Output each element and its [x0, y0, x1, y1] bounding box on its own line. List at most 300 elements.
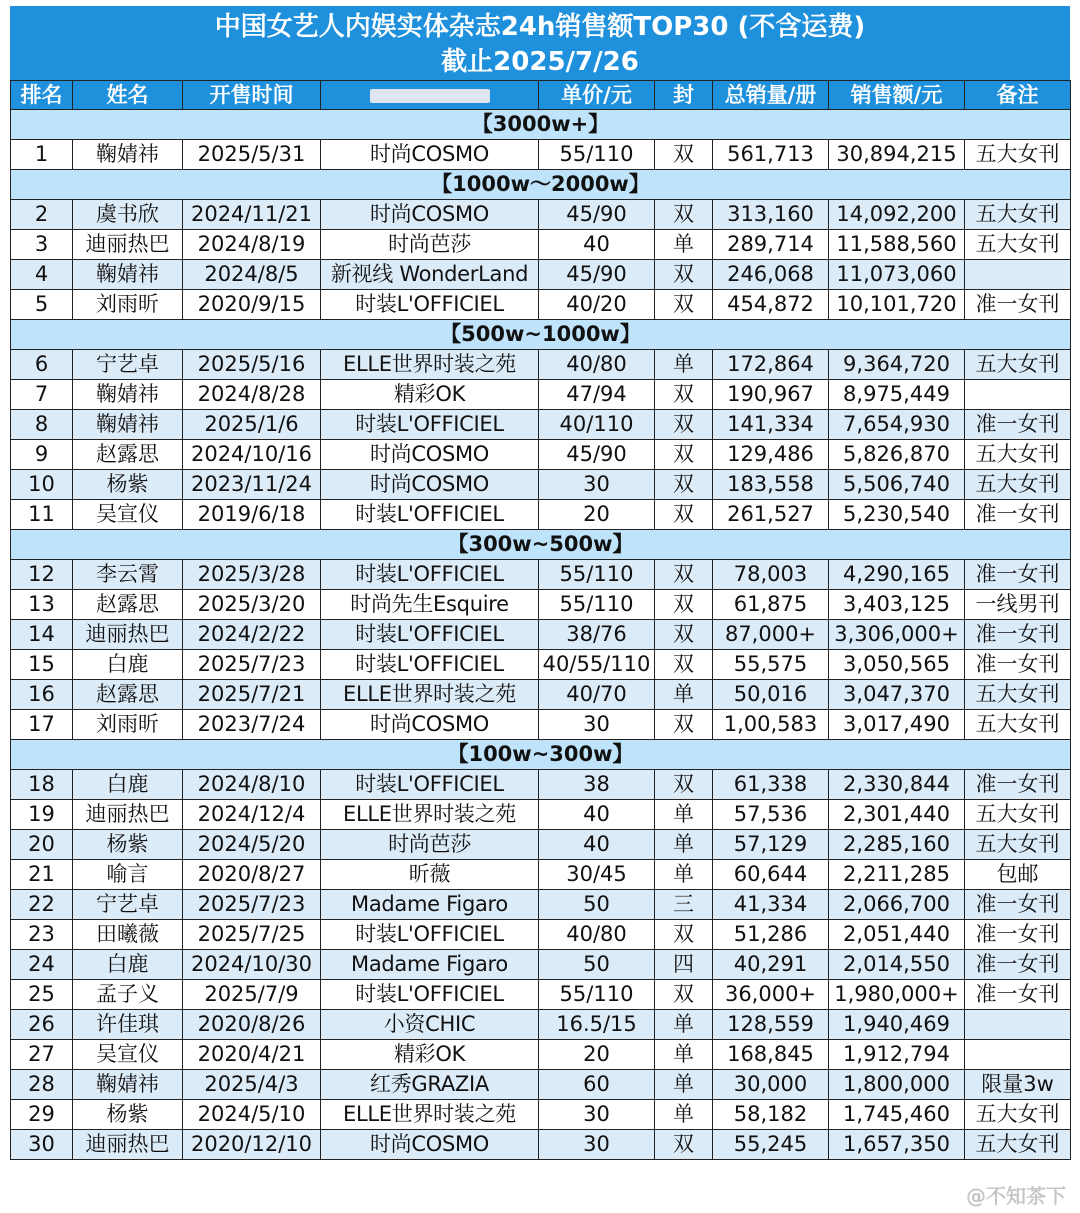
cell-remark: [965, 380, 1071, 410]
tier-row: [11, 320, 1071, 350]
cell-cover: 双: [655, 380, 713, 410]
cell-remark: 五大女刊: [965, 710, 1071, 740]
header-revenue: 销售额/元: [829, 81, 965, 110]
cell-remark: 准一女刊: [965, 920, 1071, 950]
page-title: 中国女艺人内娱实体杂志24h销售额TOP30 (不含运费): [214, 12, 866, 42]
cell-total-sales: 36,000+: [713, 980, 829, 1010]
table-row: [11, 650, 1071, 680]
cell-magazine: ELLE世界时装之苑: [321, 1100, 539, 1130]
cell-magazine: 小资CHIC: [321, 1010, 539, 1040]
cell-release-date: 2024/5/20: [183, 830, 321, 860]
cell-total-sales: 1,00,583: [713, 710, 829, 740]
cell-remark: 限量3w: [965, 1070, 1071, 1100]
cell-rank: 14: [11, 620, 73, 650]
cell-total-sales: 246,068: [713, 260, 829, 290]
cell-magazine: 时装L'OFFICIEL: [321, 410, 539, 440]
cell-revenue: 3,403,125: [829, 590, 965, 620]
cell-revenue: 2,285,160: [829, 830, 965, 860]
cell-unit-price: 47/94: [539, 380, 655, 410]
cell-cover: 双: [655, 260, 713, 290]
cell-magazine: 时装L'OFFICIEL: [321, 650, 539, 680]
cell-release-date: 2025/5/16: [183, 350, 321, 380]
cell-remark: 准一女刊: [965, 980, 1071, 1010]
cell-remark: 准一女刊: [965, 890, 1071, 920]
cell-unit-price: 40: [539, 230, 655, 260]
cell-rank: 25: [11, 980, 73, 1010]
cell-name: 鞠婧祎: [73, 380, 183, 410]
cell-revenue: 11,073,060: [829, 260, 965, 290]
cell-magazine: 时尚COSMO: [321, 470, 539, 500]
table-row: [11, 470, 1071, 500]
cell-revenue: 1,657,350: [829, 1130, 965, 1160]
cell-rank: 29: [11, 1100, 73, 1130]
cell-rank: 23: [11, 920, 73, 950]
cell-name: 迪丽热巴: [73, 230, 183, 260]
table-row: [11, 140, 1071, 170]
table-row: [11, 680, 1071, 710]
cell-rank: 5: [11, 290, 73, 320]
cell-rank: 18: [11, 770, 73, 800]
cell-cover: 单: [655, 350, 713, 380]
header-name: 姓名: [73, 81, 183, 110]
cell-total-sales: 50,016: [713, 680, 829, 710]
table-row: [11, 410, 1071, 440]
cell-total-sales: 87,000+: [713, 620, 829, 650]
cell-release-date: 2023/7/24: [183, 710, 321, 740]
cell-unit-price: 55/110: [539, 590, 655, 620]
cell-revenue: 2,014,550: [829, 950, 965, 980]
cell-release-date: 2024/10/16: [183, 440, 321, 470]
cell-rank: 1: [11, 140, 73, 170]
table-row: [11, 620, 1071, 650]
cell-magazine: 时装L'OFFICIEL: [321, 290, 539, 320]
cell-cover: 双: [655, 620, 713, 650]
cell-unit-price: 60: [539, 1070, 655, 1100]
cell-unit-price: 20: [539, 500, 655, 530]
cell-total-sales: 55,575: [713, 650, 829, 680]
cell-cover: 双: [655, 290, 713, 320]
cell-name: 吴宣仪: [73, 500, 183, 530]
cell-name: 赵露思: [73, 680, 183, 710]
cell-unit-price: 40: [539, 830, 655, 860]
cell-rank: 6: [11, 350, 73, 380]
table-row: [11, 1040, 1071, 1070]
cell-unit-price: 30: [539, 470, 655, 500]
table-row: [11, 800, 1071, 830]
tier-label: 【100w~300w】: [11, 740, 1071, 770]
table-row: [11, 500, 1071, 530]
cell-revenue: 7,654,930: [829, 410, 965, 440]
cell-rank: 24: [11, 950, 73, 980]
cell-remark: 准一女刊: [965, 950, 1071, 980]
cell-rank: 10: [11, 470, 73, 500]
cell-release-date: 2019/6/18: [183, 500, 321, 530]
table-row: [11, 260, 1071, 290]
cell-revenue: 3,306,000+: [829, 620, 965, 650]
cell-revenue: 4,290,165: [829, 560, 965, 590]
cell-magazine: Madame Figaro: [321, 950, 539, 980]
cell-magazine: 时尚先生Esquire: [321, 590, 539, 620]
cell-cover: 双: [655, 590, 713, 620]
cell-rank: 26: [11, 1010, 73, 1040]
cell-unit-price: 30: [539, 1130, 655, 1160]
cell-name: 鞠婧祎: [73, 140, 183, 170]
cell-magazine: 时装L'OFFICIEL: [321, 560, 539, 590]
cell-cover: 双: [655, 410, 713, 440]
cell-revenue: 3,017,490: [829, 710, 965, 740]
table-row: [11, 1010, 1071, 1040]
cell-release-date: 2024/8/10: [183, 770, 321, 800]
table-row: [11, 380, 1071, 410]
cell-cover: 双: [655, 470, 713, 500]
cell-magazine: 精彩OK: [321, 380, 539, 410]
cell-cover: 双: [655, 140, 713, 170]
cell-rank: 16: [11, 680, 73, 710]
cell-revenue: 1,745,460: [829, 1100, 965, 1130]
cell-remark: 准一女刊: [965, 770, 1071, 800]
header-remark: 备注: [965, 81, 1071, 110]
cell-name: 喻言: [73, 860, 183, 890]
cell-magazine: ELLE世界时装之苑: [321, 680, 539, 710]
cell-release-date: 2024/8/5: [183, 260, 321, 290]
cell-revenue: 1,940,469: [829, 1010, 965, 1040]
cell-revenue: 1,800,000: [829, 1070, 965, 1100]
cell-total-sales: 313,160: [713, 200, 829, 230]
cell-revenue: 5,230,540: [829, 500, 965, 530]
cell-magazine: 新视线 WonderLand: [321, 260, 539, 290]
cell-remark: 五大女刊: [965, 140, 1071, 170]
table-row: [11, 440, 1071, 470]
cell-magazine: 昕薇: [321, 860, 539, 890]
cell-total-sales: 561,713: [713, 140, 829, 170]
cell-remark: 五大女刊: [965, 230, 1071, 260]
cell-rank: 7: [11, 380, 73, 410]
cell-revenue: 2,211,285: [829, 860, 965, 890]
cell-total-sales: 141,334: [713, 410, 829, 440]
cell-remark: 五大女刊: [965, 830, 1071, 860]
cell-release-date: 2024/12/4: [183, 800, 321, 830]
cell-magazine: ELLE世界时装之苑: [321, 350, 539, 380]
cell-unit-price: 16.5/15: [539, 1010, 655, 1040]
cell-remark: [965, 260, 1071, 290]
cell-magazine: 时尚COSMO: [321, 710, 539, 740]
cell-rank: 19: [11, 800, 73, 830]
cell-remark: 五大女刊: [965, 800, 1071, 830]
watermark: @不知茶下: [966, 1184, 1066, 1208]
table-row: [11, 200, 1071, 230]
cell-release-date: 2024/8/19: [183, 230, 321, 260]
cell-remark: 五大女刊: [965, 440, 1071, 470]
cell-remark: 一线男刊: [965, 590, 1071, 620]
tier-row: [11, 530, 1071, 560]
cell-rank: 11: [11, 500, 73, 530]
cell-name: 宁艺卓: [73, 350, 183, 380]
table-row: [11, 1070, 1071, 1100]
cell-total-sales: 61,875: [713, 590, 829, 620]
cell-rank: 27: [11, 1040, 73, 1070]
header-unit-price: 单价/元: [539, 81, 655, 110]
cell-name: 赵露思: [73, 440, 183, 470]
cell-release-date: 2025/7/25: [183, 920, 321, 950]
cell-unit-price: 40/20: [539, 290, 655, 320]
cell-release-date: 2023/11/24: [183, 470, 321, 500]
cell-unit-price: 40: [539, 800, 655, 830]
table-row: [11, 350, 1071, 380]
cell-revenue: 2,330,844: [829, 770, 965, 800]
table-row: [11, 560, 1071, 590]
cell-name: 杨紫: [73, 470, 183, 500]
cell-revenue: 1,980,000+: [829, 980, 965, 1010]
cell-remark: 包邮: [965, 860, 1071, 890]
cell-revenue: 8,975,449: [829, 380, 965, 410]
cell-total-sales: 78,003: [713, 560, 829, 590]
cell-release-date: 2024/8/28: [183, 380, 321, 410]
cell-total-sales: 128,559: [713, 1010, 829, 1040]
table-row: [11, 1100, 1071, 1130]
cell-unit-price: 30: [539, 710, 655, 740]
table-row: [11, 1130, 1071, 1160]
cell-magazine: Madame Figaro: [321, 890, 539, 920]
cell-rank: 17: [11, 710, 73, 740]
cell-remark: 五大女刊: [965, 1130, 1071, 1160]
cell-name: 鞠婧祎: [73, 260, 183, 290]
cell-cover: 双: [655, 200, 713, 230]
cell-revenue: 9,364,720: [829, 350, 965, 380]
tier-label: 【3000w+】: [11, 110, 1071, 140]
cell-unit-price: 38/76: [539, 620, 655, 650]
cell-name: 田曦薇: [73, 920, 183, 950]
cell-unit-price: 50: [539, 950, 655, 980]
cell-revenue: 30,894,215: [829, 140, 965, 170]
cell-release-date: 2025/7/9: [183, 980, 321, 1010]
cell-cover: 单: [655, 1100, 713, 1130]
table-row: [11, 710, 1071, 740]
cell-remark: 五大女刊: [965, 680, 1071, 710]
cell-rank: 4: [11, 260, 73, 290]
cell-magazine: 时装L'OFFICIEL: [321, 980, 539, 1010]
cell-release-date: 2020/9/15: [183, 290, 321, 320]
cell-unit-price: 40/55/110: [539, 650, 655, 680]
tier-row: [11, 740, 1071, 770]
cell-cover: 单: [655, 860, 713, 890]
cell-rank: 13: [11, 590, 73, 620]
cell-rank: 20: [11, 830, 73, 860]
cell-cover: 单: [655, 230, 713, 260]
cell-total-sales: 183,558: [713, 470, 829, 500]
cell-remark: 准一女刊: [965, 500, 1071, 530]
cell-revenue: 3,047,370: [829, 680, 965, 710]
cell-total-sales: 57,536: [713, 800, 829, 830]
tier-label: 【500w~1000w】: [11, 320, 1071, 350]
cell-name: 白鹿: [73, 770, 183, 800]
cell-unit-price: 40/70: [539, 680, 655, 710]
cell-cover: 双: [655, 710, 713, 740]
cell-release-date: 2024/2/22: [183, 620, 321, 650]
cell-cover: 双: [655, 980, 713, 1010]
cell-remark: 准一女刊: [965, 650, 1071, 680]
cell-cover: 双: [655, 770, 713, 800]
cell-total-sales: 40,291: [713, 950, 829, 980]
cell-cover: 四: [655, 950, 713, 980]
cell-name: 杨紫: [73, 830, 183, 860]
cell-cover: 单: [655, 830, 713, 860]
cell-cover: 双: [655, 650, 713, 680]
cell-release-date: 2025/5/31: [183, 140, 321, 170]
cell-rank: 28: [11, 1070, 73, 1100]
table-row: [11, 980, 1071, 1010]
cell-total-sales: 57,129: [713, 830, 829, 860]
cell-name: 迪丽热巴: [73, 620, 183, 650]
tier-row: [11, 110, 1071, 140]
cell-total-sales: 168,845: [713, 1040, 829, 1070]
cell-revenue: 1,912,794: [829, 1040, 965, 1070]
table-row: [11, 890, 1071, 920]
cell-release-date: 2025/7/23: [183, 650, 321, 680]
cell-magazine: 时尚COSMO: [321, 140, 539, 170]
cell-magazine: 精彩OK: [321, 1040, 539, 1070]
tier-label: 【1000w～2000w】: [11, 170, 1071, 200]
cell-cover: 单: [655, 1010, 713, 1040]
cell-name: 白鹿: [73, 950, 183, 980]
cell-unit-price: 38: [539, 770, 655, 800]
cell-release-date: 2024/5/10: [183, 1100, 321, 1130]
table-row: [11, 230, 1071, 260]
cell-revenue: 3,050,565: [829, 650, 965, 680]
cell-magazine: 时尚COSMO: [321, 1130, 539, 1160]
cell-total-sales: 289,714: [713, 230, 829, 260]
cell-total-sales: 58,182: [713, 1100, 829, 1130]
cell-remark: 准一女刊: [965, 290, 1071, 320]
cell-release-date: 2025/3/28: [183, 560, 321, 590]
cell-release-date: 2025/1/6: [183, 410, 321, 440]
cell-name: 刘雨昕: [73, 710, 183, 740]
cell-release-date: 2024/11/21: [183, 200, 321, 230]
cell-name: 鞠婧祎: [73, 410, 183, 440]
cell-magazine: 时尚COSMO: [321, 200, 539, 230]
cell-remark: 准一女刊: [965, 620, 1071, 650]
title-banner: [10, 6, 1070, 80]
cell-release-date: 2025/3/20: [183, 590, 321, 620]
cell-total-sales: 51,286: [713, 920, 829, 950]
cell-cover: 三: [655, 890, 713, 920]
tier-label: 【300w~500w】: [11, 530, 1071, 560]
cell-remark: 五大女刊: [965, 1100, 1071, 1130]
cell-unit-price: 40/80: [539, 350, 655, 380]
cell-cover: 单: [655, 1040, 713, 1070]
table-row: [11, 950, 1071, 980]
header-rank: 排名: [11, 81, 73, 110]
cell-revenue: 2,066,700: [829, 890, 965, 920]
cell-name: 白鹿: [73, 650, 183, 680]
tier-row: [11, 170, 1071, 200]
cell-name: 赵露思: [73, 590, 183, 620]
cell-total-sales: 60,644: [713, 860, 829, 890]
cell-unit-price: 45/90: [539, 200, 655, 230]
table-row: [11, 590, 1071, 620]
cell-magazine: 时尚COSMO: [321, 440, 539, 470]
cell-revenue: 14,092,200: [829, 200, 965, 230]
cell-release-date: 2020/8/26: [183, 1010, 321, 1040]
header-row: [11, 81, 1071, 110]
cell-cover: 双: [655, 440, 713, 470]
cell-remark: 五大女刊: [965, 350, 1071, 380]
cell-unit-price: 55/110: [539, 140, 655, 170]
table-row: [11, 860, 1071, 890]
cell-remark: 准一女刊: [965, 560, 1071, 590]
cell-total-sales: 172,864: [713, 350, 829, 380]
table-header: [11, 81, 1071, 110]
header-release-date: 开售时间: [183, 81, 321, 110]
cell-revenue: 10,101,720: [829, 290, 965, 320]
cell-unit-price: 45/90: [539, 440, 655, 470]
table-row: [11, 290, 1071, 320]
cell-revenue: 11,588,560: [829, 230, 965, 260]
cell-magazine: ELLE世界时装之苑: [321, 800, 539, 830]
cell-name: 许佳琪: [73, 1010, 183, 1040]
cell-unit-price: 45/90: [539, 260, 655, 290]
cell-rank: 21: [11, 860, 73, 890]
cell-release-date: 2025/4/3: [183, 1070, 321, 1100]
cell-total-sales: 61,338: [713, 770, 829, 800]
cell-unit-price: 55/110: [539, 560, 655, 590]
cell-remark: 五大女刊: [965, 470, 1071, 500]
cell-name: 迪丽热巴: [73, 800, 183, 830]
cell-release-date: 2020/4/21: [183, 1040, 321, 1070]
cell-total-sales: 41,334: [713, 890, 829, 920]
table-row: [11, 920, 1071, 950]
cell-total-sales: 454,872: [713, 290, 829, 320]
header-cover: 封: [655, 81, 713, 110]
cell-rank: 30: [11, 1130, 73, 1160]
cell-total-sales: 55,245: [713, 1130, 829, 1160]
cell-name: 吴宣仪: [73, 1040, 183, 1070]
cell-rank: 22: [11, 890, 73, 920]
cell-name: 杨紫: [73, 1100, 183, 1130]
cell-revenue: 2,051,440: [829, 920, 965, 950]
cell-rank: 9: [11, 440, 73, 470]
cell-name: 刘雨昕: [73, 290, 183, 320]
cell-cover: 双: [655, 500, 713, 530]
cell-unit-price: 50: [539, 890, 655, 920]
cell-name: 宁艺卓: [73, 890, 183, 920]
header-magazine: [321, 81, 539, 110]
cell-cover: 双: [655, 920, 713, 950]
cell-unit-price: 40/110: [539, 410, 655, 440]
cell-cover: 单: [655, 800, 713, 830]
cell-magazine: 时装L'OFFICIEL: [321, 920, 539, 950]
cell-name: 迪丽热巴: [73, 1130, 183, 1160]
cell-revenue: 5,506,740: [829, 470, 965, 500]
table-body: [11, 110, 1071, 1160]
cell-cover: 双: [655, 560, 713, 590]
cell-rank: 2: [11, 200, 73, 230]
cell-name: 孟子义: [73, 980, 183, 1010]
cell-name: 虞书欣: [73, 200, 183, 230]
cell-unit-price: 30/45: [539, 860, 655, 890]
cell-cover: 单: [655, 680, 713, 710]
sales-table: [10, 80, 1071, 1160]
cell-total-sales: 261,527: [713, 500, 829, 530]
cell-rank: 12: [11, 560, 73, 590]
cell-unit-price: 55/110: [539, 980, 655, 1010]
cell-remark: [965, 1040, 1071, 1070]
cell-unit-price: 20: [539, 1040, 655, 1070]
cell-revenue: 2,301,440: [829, 800, 965, 830]
cell-rank: 3: [11, 230, 73, 260]
cell-total-sales: 129,486: [713, 440, 829, 470]
header-total-sales: 总销量/册: [713, 81, 829, 110]
cell-magazine: 红秀GRAZIA: [321, 1070, 539, 1100]
